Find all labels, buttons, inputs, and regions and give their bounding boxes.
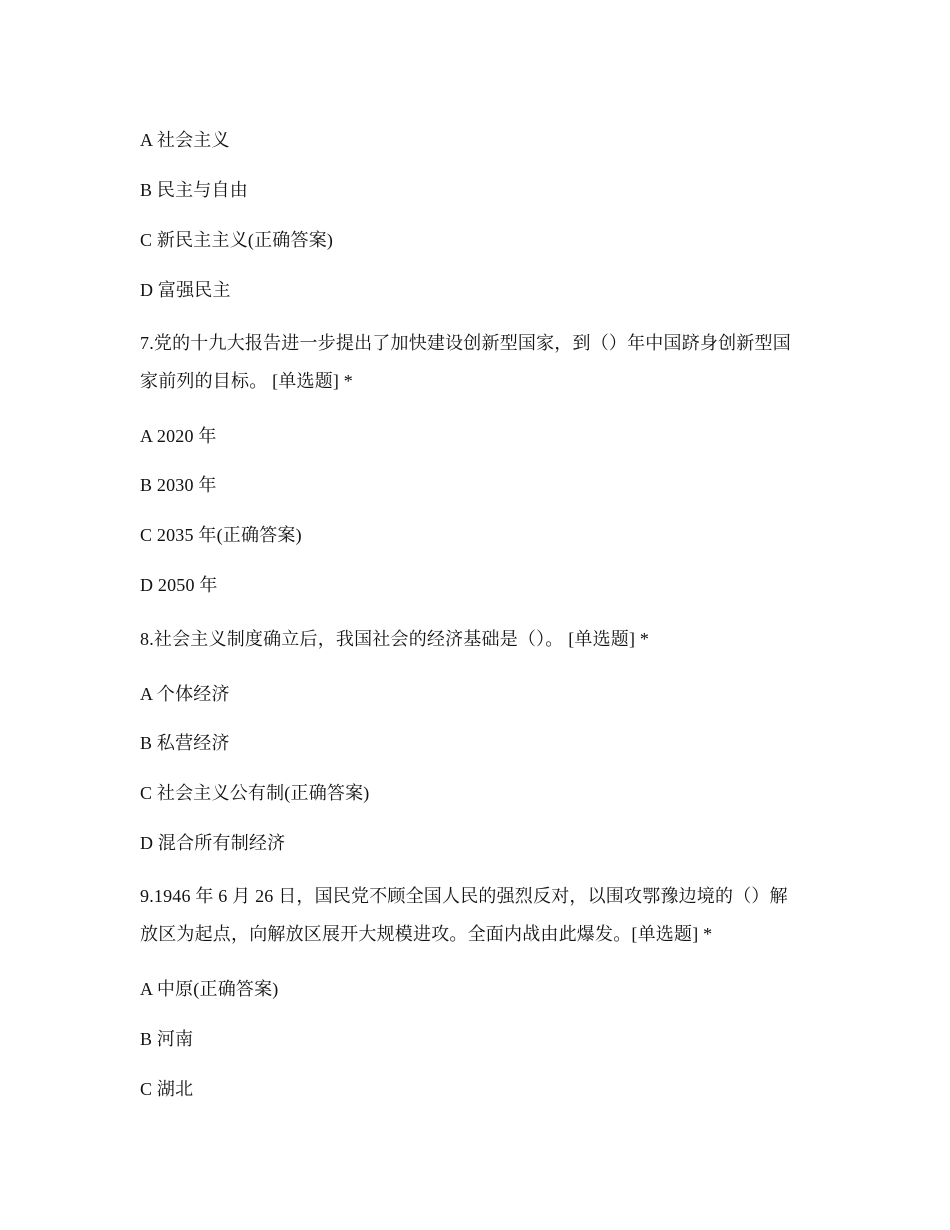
q8-text: 8.社会主义制度确立后，我国社会的经济基础是（）。 [单选题] * <box>140 629 650 649</box>
q7-option-b: B 2030 年 <box>140 475 217 495</box>
q7-option-c: C 2035 年(正确答案) <box>140 525 302 545</box>
q7-option-d: D 2050 年 <box>140 575 218 595</box>
q8-option-a: A 个体经济 <box>140 684 230 704</box>
q7-text-line2: 家前列的目标。 [单选题] * <box>140 371 353 391</box>
q8-option-b: B 私营经济 <box>140 733 230 753</box>
q6-option-c: C 新民主主义(正确答案) <box>140 230 334 250</box>
q9-option-b: B 河南 <box>140 1029 194 1049</box>
q6-option-b: B 民主与自由 <box>140 180 248 200</box>
q9-text-line1: 9.1946 年 6 月 26 日，国民党不顾全国人民的强烈反对，以围攻鄂豫边境的（）解 <box>140 886 788 906</box>
q7-text-line1: 7.党的十九大报告进一步提出了加快建设创新型国家，到（）年中国跻身创新型国 <box>140 333 791 353</box>
q6-option-a: A 社会主义 <box>140 130 230 150</box>
q9-option-c: C 湖北 <box>140 1079 194 1099</box>
q9-text-line2: 放区为起点，向解放区展开大规模进攻。全面内战由此爆发。[单选题] * <box>140 924 713 944</box>
q7-option-a: A 2020 年 <box>140 426 217 446</box>
q9-option-a: A 中原(正确答案) <box>140 979 279 999</box>
q8-option-c: C 社会主义公有制(正确答案) <box>140 783 370 803</box>
q8-option-d: D 混合所有制经济 <box>140 833 286 853</box>
q6-option-d: D 富强民主 <box>140 280 231 300</box>
